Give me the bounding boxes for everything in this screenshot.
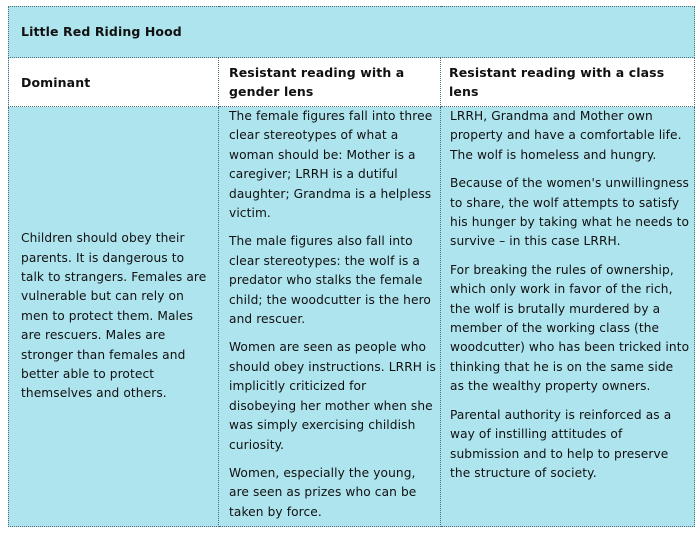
reading-comparison-table: [8, 6, 695, 527]
gender-paragraph: Women are seen as people who should obey instructions. LRRH is implicitly criticized for disobeying her mother when she was simply exercising childish curiosity.: [229, 340, 436, 452]
header-row: [9, 58, 695, 107]
header-gender-lens: Resistant reading with a gender lens: [219, 58, 441, 107]
header-dominant: Dominant: [9, 58, 219, 107]
title-row: [9, 7, 695, 58]
table-title: Little Red Riding Hood: [9, 7, 695, 58]
class-paragraph: For breaking the rules of ownership, which only work in favor of the rich, the wolf is brutally murdered by a member of the working class (the woodcutter) who has been tricked into thinking that he is on the same side as the wealthy property owners.: [450, 262, 690, 394]
content-wrapper: [8, 6, 694, 527]
dominant-reading-cell: Children should obey their parents. It is dangerous to talk to strangers. Females are vulnerable but can rely on men to protect them. Males are rescuers. Males are stronger than females and better able to protect themselves and others.: [9, 107, 219, 527]
class-paragraph: Parental authority is reinforced as a way of instilling attitudes of submission and to help to preserve the structure of society.: [450, 407, 672, 480]
gender-paragraph: The female figures fall into three clear stereotypes of what a woman should be: Mother is a caregiver; LRRH is a dutiful daughter; Grandma is a helpless victim.: [229, 109, 433, 221]
class-lens-cell: [441, 107, 695, 527]
class-paragraph: LRRH, Grandma and Mother own property and have a comfortable life. The wolf is homeless and hungry.: [450, 109, 682, 162]
header-class-lens: Resistant reading with a class lens: [441, 58, 695, 107]
class-paragraph: Because of the women's unwillingness to share, the wolf attempts to satisfy his hunger by taking what he needs to survive – in this case LRRH.: [450, 176, 690, 249]
gender-lens-cell: [219, 107, 441, 527]
gender-paragraph: Women, especially the young, are seen as prizes who can be taken by force.: [229, 465, 417, 519]
content-row: [9, 107, 695, 527]
gender-paragraph: The male figures also fall into clear stereotypes: the wolf is a predator who stalks the female child; the woodcutter is the hero and rescuer.: [229, 234, 431, 327]
